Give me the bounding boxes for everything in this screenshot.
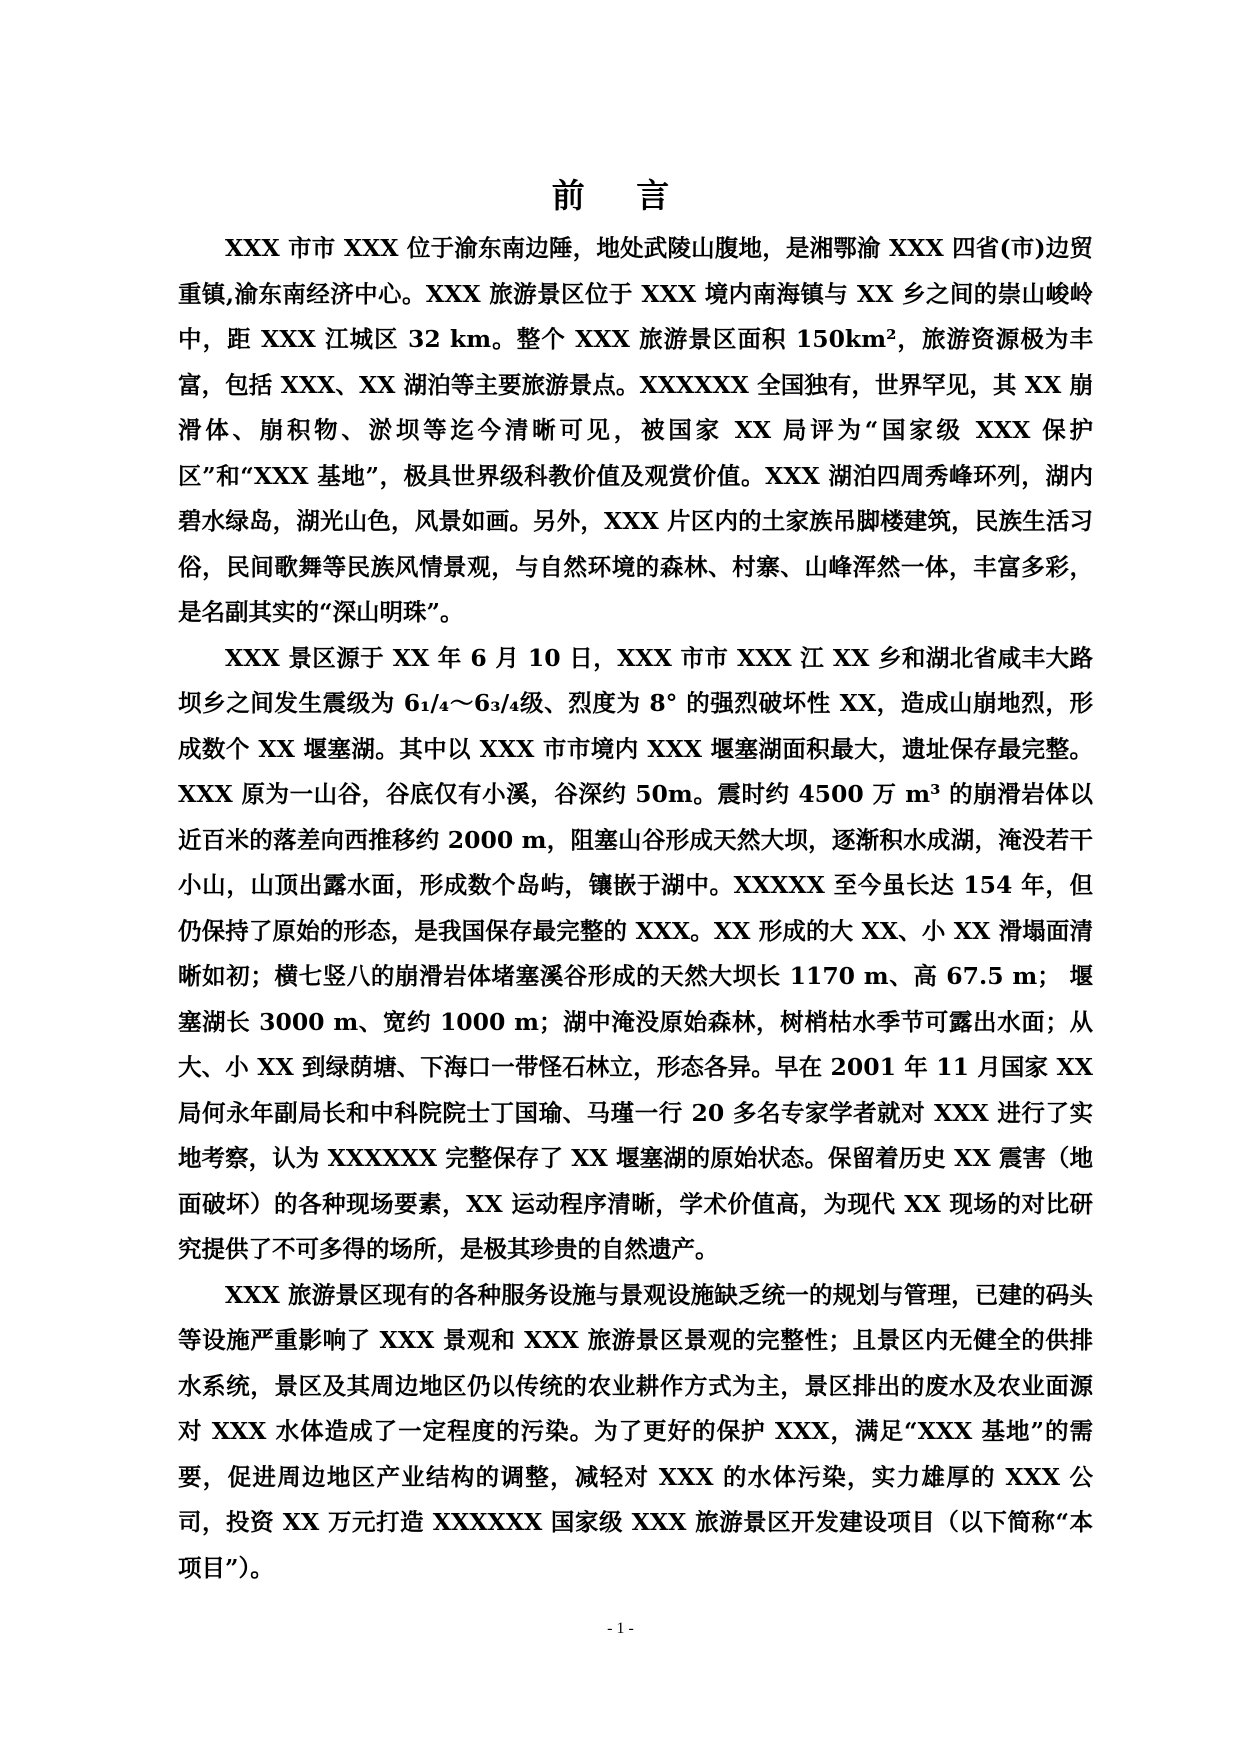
body-text <box>178 226 1093 1591</box>
paragraph-1: XXX 市市 XXX 位于渝东南边陲，地处武陵山腹地，是湘鄂渝 XXX 四省(市)边贸重镇,渝东南经济中心。XXX 旅游景区位于 XXX 境内南海镇与 XX 乡之间的崇山峻岭中，距 XXX 江城区 32 km。整个 XXX 旅游景区面积 150km²，旅游资源极为丰富，包括 XXX、XX 湖泊等主要旅游景点。XXXXXX 全国独有，世界罕见，其 XX 崩滑体、崩积物、淤坝等迄今清晰可见，被国家 XX 局评为“国家级 XXX 保护区”和“XXX 基地”，极具世界级科教价值及观赏价值。XXX 湖泊四周秀峰环列，湖内碧水绿岛，湖光山色，风景如画。另外，XXX 片区内的土家族吊脚楼建筑，民族生活习俗，民间歌舞等民族风情景观，与自然环境的森林、村寨、山峰浑然一体，丰富多彩，是名副其实的“深山明珠”。 <box>178 234 1093 626</box>
page-title: 前 言 <box>551 176 690 215</box>
paragraph-2: XXX 景区源于 XX 年 6 月 10 日，XXX 市市 XXX 江 XX 乡和湖北省咸丰大路坝乡之间发生震级为 6₁/₄～6₃/₄级、烈度为 8° 的强烈破坏性 XX，造成山崩地烈，形成数个 XX 堰塞湖。其中以 XXX 市市境内 XXX 堰塞湖面积最大，遗址保存最完整。XXX 原为一山谷，谷底仅有小溪，谷深约 50m。震时约 4500 万 m³ 的崩滑岩体以近百米的落差向西推移约 2000 m，阻塞山谷形成天然大坝，逐渐积水成湖，淹没若干小山，山顶出露水面，形成数个岛屿，镶嵌于湖中。XXXXX 至今虽长达 154 年，但仍保持了原始的形态，是我国保存最完整的 XXX。XX 形成的大 XX、小 XX 滑塌面清晰如初；横七竖八的崩滑岩体堵塞溪谷形成的天然大坝长 1170 m、高 67.5 m； 堰塞湖长 3000 m、宽约 1000 m；湖中淹没原始森林，树梢枯水季节可露出水面；从大、小 XX 到绿荫塘、下海口一带怪石林立，形态各异。早在 2001 年 11 月国家 XX 局何永年副局长和中科院院士丁国瑜、马瑾一行 20 多名专家学者就对 XXX 进行了实地考察，认为 XXXXXX 完整保存了 XX 堰塞湖的原始状态。保留着历史 XX 震害（地面破坏）的各种现场要素，XX 运动程序清晰，学术价值高，为现代 XX 现场的对比研究提供了不可多得的场所，是极其珍贵的自然遗产。 <box>178 643 1093 1263</box>
paragraph-3: XXX 旅游景区现有的各种服务设施与景观设施缺乏统一的规划与管理，已建的码头等设施严重影响了 XXX 景观和 XXX 旅游景区景观的完整性；且景区内无健全的供排水系统，景区及其周边地区仍以传统的农业耕作方式为主，景区排出的废水及农业面源对 XXX 水体造成了一定程度的污染。为了更好的保护 XXX，满足“XXX 基地”的需要，促进周边地区产业结构的调整，减轻对 XXX 的水体污染，实力雄厚的 XXX 公司，投资 XX 万元打造 XXXXXX 国家级 XXX 旅游景区开发建设项目（以下简称“本项目”）。 <box>178 1280 1093 1582</box>
page-number: - 1 - <box>607 1620 634 1637</box>
